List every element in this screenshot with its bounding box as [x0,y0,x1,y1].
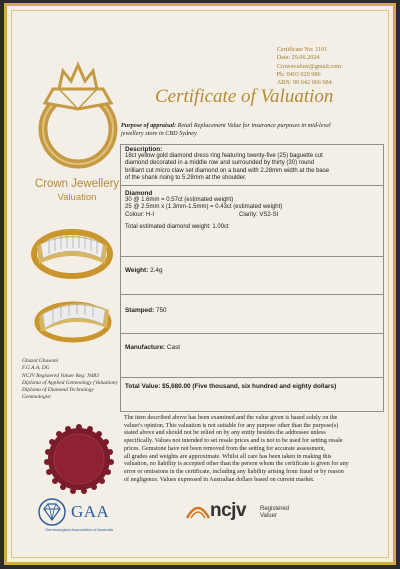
disclaimer-line: prices. Gemstone have not been removed from the setting for accurate assessment, [124,445,326,452]
wax-seal-icon [44,424,114,494]
valuation-table [120,144,384,412]
disclaimer-line: valuer's opinion. This valuation is not suitable for any purpose other than the purpose(s) [124,422,339,429]
disclaimer-line: all grades and weights are approximate. Whilst all care has been taken in making this [124,453,332,460]
diamond-line: 30 @ 1.6mm = 0.57ct (estimated weight) [125,197,234,203]
certificate-number: Certificate No: 1101 [276,46,328,53]
purpose-text: Retail Replacement Value for insurance purposes in mid-level [176,122,331,129]
valuer-line: NCJV Registered Valuer Reg: N483 [22,372,99,379]
colour-value: Colour: H-I [125,211,155,218]
valuer-line: Ghazal Ghasemi [22,358,59,364]
stamped-label: Stamped: [125,307,155,314]
ncjv-logo-icon [185,502,211,520]
total-diamond-weight: Total estimated diamond weight: 1.00ct [125,224,229,231]
disclaimer-line: valuation, no liability is accepted other than the person whom the certificate is given for any [124,461,349,468]
disclaimer-line: specifically. Values not intended to set resale prices and is not to be used for setting resale [124,438,343,445]
weight-label: Weight: [125,267,149,274]
purpose-of-appraisal [121,122,383,138]
gaa-subtitle: Gemmological Association of Australia [45,527,113,532]
diamond-row [121,186,383,257]
contact-email: Crownvaluer@gmail.com [276,62,341,70]
diamond-line: 25 @ 2.5mm x (1.3mm-1.5mm) = 0.43ct (estimated weight) [125,204,283,211]
weight-value: 2.4g [148,267,163,274]
disclaimer-line: error or omissions in the certificate, including any liability arising from fraud or by reason [124,468,344,475]
total-value-row [121,378,383,411]
disclaimer-line: of negligence. Values expressed in Australian dollars based on current market. [124,476,315,483]
description-line: diamond decorated in a middle row and surrounded by thirty (30) round [125,160,315,167]
ncjv-reg-line: Registered [260,506,290,512]
disclaimer-line: stated above and should not be relied on by any entity besides the addressee unless [124,430,326,437]
purpose-text-2: jewellery store in CBD Sydney [121,130,197,137]
description-line: of the shank rising to 5.28mm at the shoulder. [125,175,247,182]
ring-photo-front [31,224,113,280]
ncjv-reg-line: Valuer [260,513,277,519]
page-title: Certificate of Valuation [155,86,334,107]
manufacture-label: Manufacture: [125,344,166,351]
ncjv-registered-valuer [260,506,289,520]
description-line: brilliant cut micro claw set diamond on a band with 2.28mm width at the base [125,167,330,174]
certificate-sheet [4,3,396,565]
description-row [121,145,383,186]
colour-clarity [125,212,379,219]
abn-number: ABN: 90 642 066 984 [276,79,332,87]
description-line: 18ct yellow gold diamond dress ring featuring twenty-five (25) baguette cut [125,153,323,159]
stamped-row [121,295,383,334]
gaa-name: GAA [71,502,110,521]
valuer-line: Gemmologist [22,394,51,401]
stamped-value: 750 [154,307,167,314]
manufacture-value: Cast [165,344,181,351]
valuer-line: Diploma of Applied Gemmology (Valuation) [22,379,118,386]
weight-row [121,257,383,295]
diamond-label: Diamond [125,190,153,197]
gaa-diamond-logo-icon [37,498,67,526]
description-label: Description: [125,146,163,153]
certificate-date: Date: 29.06.2024 [276,54,320,62]
total-value-label: Total Value: [125,383,161,390]
purpose-label: Purpose of appraisal: [121,122,177,129]
clarity-value: Clarity: VS2-SI [239,211,279,218]
valuer-line: F.G.A.A, DG [22,365,50,372]
certificate-header [277,46,341,87]
brand-subtitle: Valuation [57,192,97,203]
brand-name: Crown Jewellery [34,178,120,190]
total-value: $5,680.00 (Five thousand, six hundred and eighty dollars) [160,383,337,390]
disclaimer-line: The item described above has been examined and the value given is based solely on the [124,415,338,421]
crown-ring-logo-icon [33,51,123,176]
ncjv-name: ncjv [210,500,247,521]
manufacture-row [121,334,383,378]
valuer-line: Diploma of Diamond Technology [22,387,94,394]
disclaimer [124,415,386,484]
ring-photo-side [33,292,113,344]
contact-phone: Ph: 0403 029 986 [276,70,321,78]
